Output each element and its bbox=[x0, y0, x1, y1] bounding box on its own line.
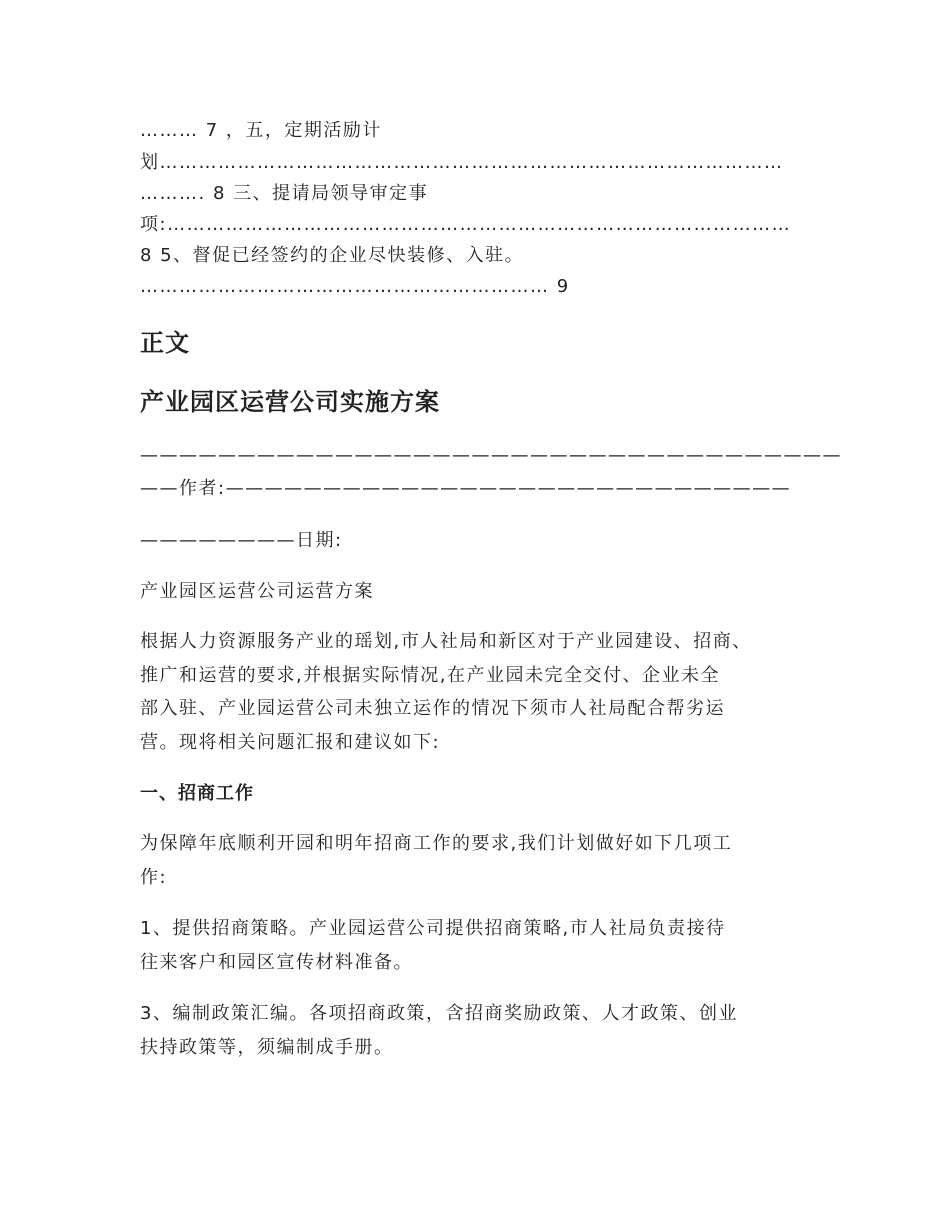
paragraph-line: 为保障年底顺利开园和明年招商工作的要求,我们计划做好如下几项工 bbox=[140, 833, 733, 854]
intro-line: 营。现将相关问题汇报和建议如下: bbox=[140, 732, 441, 753]
document-title: 产业园区运营公司实施方案 bbox=[140, 388, 440, 416]
subtitle: 产业园区运营公司运营方案 bbox=[140, 581, 374, 602]
item-3-line: 扶持政策等，须编制成手册。 bbox=[140, 1037, 394, 1058]
item-1-line: 往来客户和园区宣传材料准备。 bbox=[140, 952, 413, 973]
date-line: ————————日期: bbox=[140, 530, 343, 551]
intro-line: 部入驻、产业园运营公司未独立运作的情况下须市人社局配合帮劣运 bbox=[140, 698, 725, 719]
section-title: 正文 bbox=[140, 329, 190, 357]
toc-line: ……… 7 ，五，定期活励计 bbox=[140, 120, 382, 141]
separator-line: ———————————————————————————————————— bbox=[140, 445, 842, 466]
toc-line: 项:…………………………………………………………………………………… bbox=[140, 214, 792, 235]
intro-line: 推广和运营的要求,并根据实际情况,在产业园未完全交付、企业未全 bbox=[140, 665, 720, 686]
toc-line: 8 5、督促已经签约的企业尽快装修、入驻。 bbox=[140, 245, 525, 266]
toc-line: ………. 8 三、提请局领导审定事 bbox=[140, 183, 429, 204]
heading-recruitment: 一、招商工作 bbox=[140, 783, 254, 804]
author-line: ——作者:————————————————————————————— bbox=[140, 478, 792, 499]
intro-line: 根据人力资源服务产业的瑶划,市人社局和新区对于产业园建设、招商、 bbox=[140, 631, 752, 652]
item-3-line: 3、编制政策汇编。各项招商政策，含招商奖励政策、人才政策、创业 bbox=[140, 1003, 738, 1024]
item-1-line: 1、提供招商策略。产业园运营公司提供招商策略,市人社局负责接待 bbox=[140, 918, 726, 939]
paragraph-line: 作: bbox=[140, 867, 168, 888]
toc-line: ……………………………………………………… 9 bbox=[140, 276, 570, 297]
toc-line: 划…………………………………………………………………………………… bbox=[140, 152, 784, 173]
